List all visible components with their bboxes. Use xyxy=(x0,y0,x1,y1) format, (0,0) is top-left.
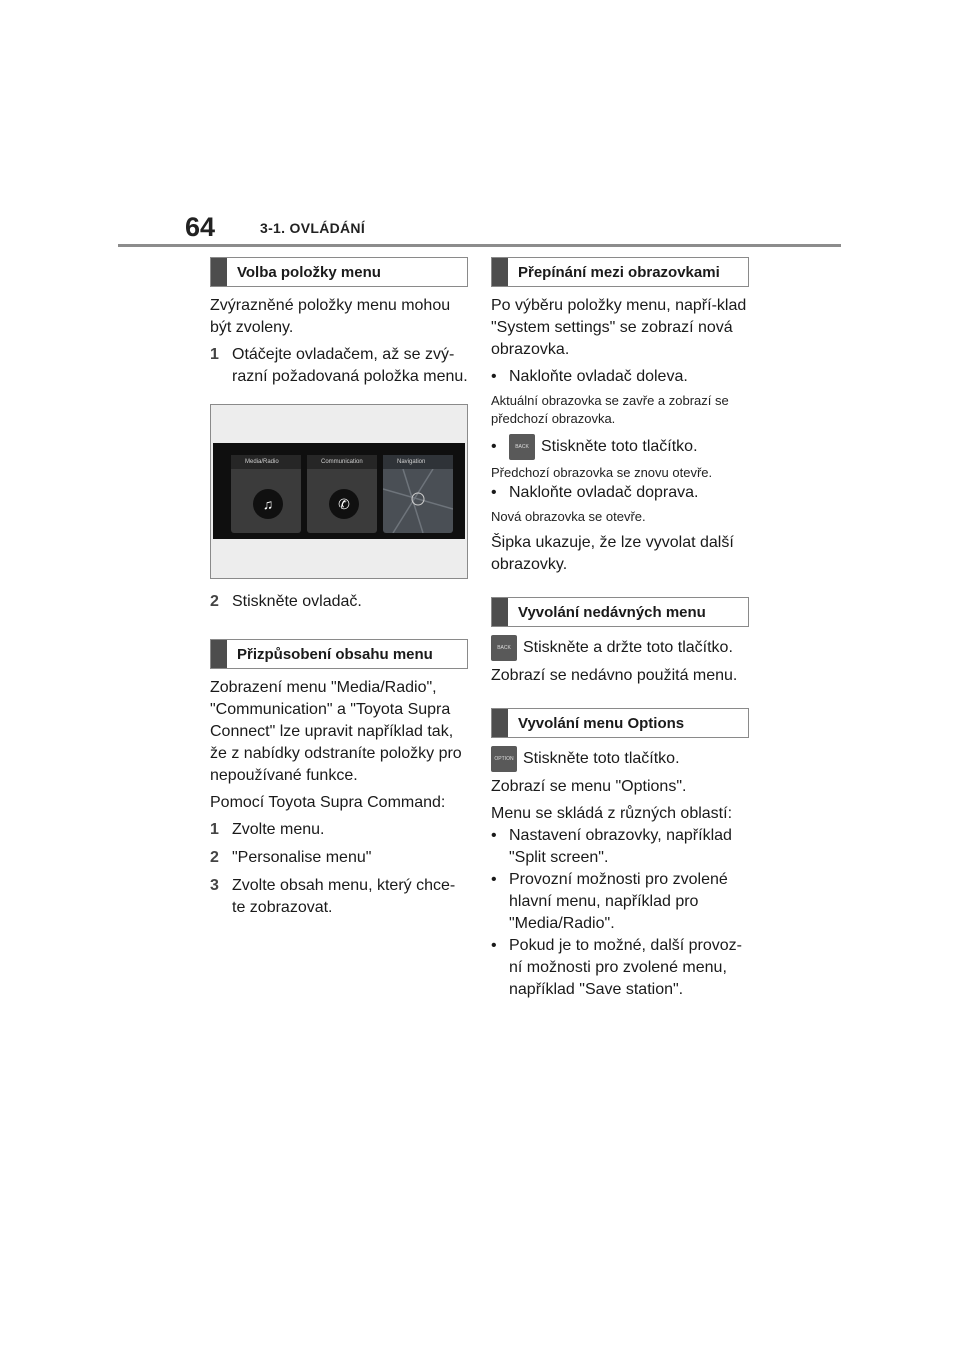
heading-bar xyxy=(211,258,227,286)
step-text: Zvolte menu. xyxy=(232,821,325,838)
bullet-dot: • xyxy=(491,438,497,455)
chapter-title: 3-1. OVLÁDÁNÍ xyxy=(260,220,366,236)
step-text: Otáčejte ovladačem, až se zvý-razní požadovaná položka menu. xyxy=(232,346,468,385)
bullet-dot: • xyxy=(491,871,497,888)
tile-label: Communication xyxy=(307,455,377,469)
option-button-icon: OPTION xyxy=(491,746,517,772)
page-number: 64 xyxy=(185,212,216,242)
bullet-dot: • xyxy=(491,937,497,954)
section-title: Přepínání mezi obrazovkami xyxy=(518,263,720,281)
step-text: Zvolte obsah menu, který chce-te zobrazovat. xyxy=(232,877,456,916)
tile-navigation xyxy=(383,455,453,533)
step-item xyxy=(210,819,468,841)
step-text: "Personalise menu" xyxy=(232,849,372,866)
section-title: Volba položky menu xyxy=(237,263,381,281)
instruction-text: Stiskněte toto tlačítko. xyxy=(523,750,680,767)
section-title: Vyvolání nedávných menu xyxy=(518,603,706,621)
paragraph: Menu se skládá z různých oblastí: xyxy=(491,805,733,822)
heading-bar xyxy=(492,258,508,286)
step-number: 1 xyxy=(210,821,219,838)
heading-bar xyxy=(492,598,508,626)
section-heading-nedavnych xyxy=(491,597,749,627)
section-title: Vyvolání menu Options xyxy=(518,714,685,732)
bullet-text: Nakloňte ovladač doleva. xyxy=(509,368,688,385)
bullet-dot: • xyxy=(491,484,497,501)
icon-instruction xyxy=(491,746,749,772)
back-button-icon: BACK xyxy=(509,434,535,460)
menu-screenshot xyxy=(210,404,468,579)
bullet-item xyxy=(491,825,749,869)
bullet-dot: • xyxy=(491,368,497,385)
section-heading-prepinani xyxy=(491,257,749,287)
note: Aktuální obrazovka se zavře a zobrazí se předchozí obrazovka. xyxy=(491,393,729,426)
bullet-item xyxy=(491,935,749,1001)
back-button-icon: BACK xyxy=(491,635,517,661)
heading-bar xyxy=(492,709,508,737)
phone-icon: ✆ xyxy=(329,489,359,519)
step-number: 1 xyxy=(210,346,219,363)
paragraph: Po výběru položky menu, napří-klad "System settings" se zobrazí nová obrazovka. xyxy=(491,297,747,358)
note: Nová obrazovka se otevře. xyxy=(491,509,646,524)
step-text: Stiskněte ovladač. xyxy=(232,593,362,610)
step-item xyxy=(210,847,468,869)
section-title: Přizpůsobení obsahu menu xyxy=(237,645,433,663)
bullet-item xyxy=(491,366,749,388)
step-number: 2 xyxy=(210,593,219,610)
section-heading-prizpusobeni xyxy=(210,639,468,669)
music-note-icon: ♫ xyxy=(253,489,283,519)
instruction-text: Stiskněte a držte toto tlačítko. xyxy=(523,639,733,656)
bullet-text: Stiskněte toto tlačítko. xyxy=(541,438,698,455)
tile-label: Media/Radio xyxy=(231,455,301,469)
tile-label: Navigation xyxy=(383,455,453,469)
paragraph: Zvýrazněné položky menu mohou být zvoleny. xyxy=(210,297,451,336)
step-number: 3 xyxy=(210,877,219,894)
icon-instruction xyxy=(491,635,749,661)
bullet-item xyxy=(491,434,749,460)
bullet-item xyxy=(491,869,749,935)
bullet-text: Nastavení obrazovky, například "Split screen". xyxy=(509,827,732,866)
note: Předchozí obrazovka se znovu otevře. xyxy=(491,465,713,480)
display-screen xyxy=(213,443,465,539)
bullet-dot: • xyxy=(491,827,497,844)
tile-media-radio xyxy=(231,455,301,533)
paragraph: Pomocí Toyota Supra Command: xyxy=(210,794,446,811)
right-column xyxy=(491,257,749,1001)
paragraph: Zobrazení menu "Media/Radio", "Communication" a "Toyota Supra Connect" lze upravit například tak, že z nabídky odstraníte položky pro nepoužívané funkce. xyxy=(210,679,462,784)
paragraph: Zobrazí se menu "Options". xyxy=(491,778,687,795)
left-column xyxy=(210,257,468,925)
step-number: 2 xyxy=(210,849,219,866)
paragraph: Zobrazí se nedávno použitá menu. xyxy=(491,667,738,684)
paragraph: Šipka ukazuje, že lze vyvolat další obrazovky. xyxy=(491,534,734,573)
bullet-item xyxy=(491,482,749,504)
bullet-text: Nakloňte ovladač doprava. xyxy=(509,484,699,501)
step-item xyxy=(210,344,468,388)
header-rule xyxy=(118,244,841,247)
step-item xyxy=(210,875,468,919)
section-heading-volba xyxy=(210,257,468,287)
heading-bar xyxy=(211,640,227,668)
map-roads-icon xyxy=(383,469,453,533)
step-item xyxy=(210,591,468,613)
bullet-text: Pokud je to možné, další provoz-ní možnosti pro zvolené menu, například "Save station". xyxy=(509,937,743,998)
bullet-text: Provozní možnosti pro zvolené hlavní menu, například pro "Media/Radio". xyxy=(509,871,728,932)
section-heading-options xyxy=(491,708,749,738)
tile-communication xyxy=(307,455,377,533)
